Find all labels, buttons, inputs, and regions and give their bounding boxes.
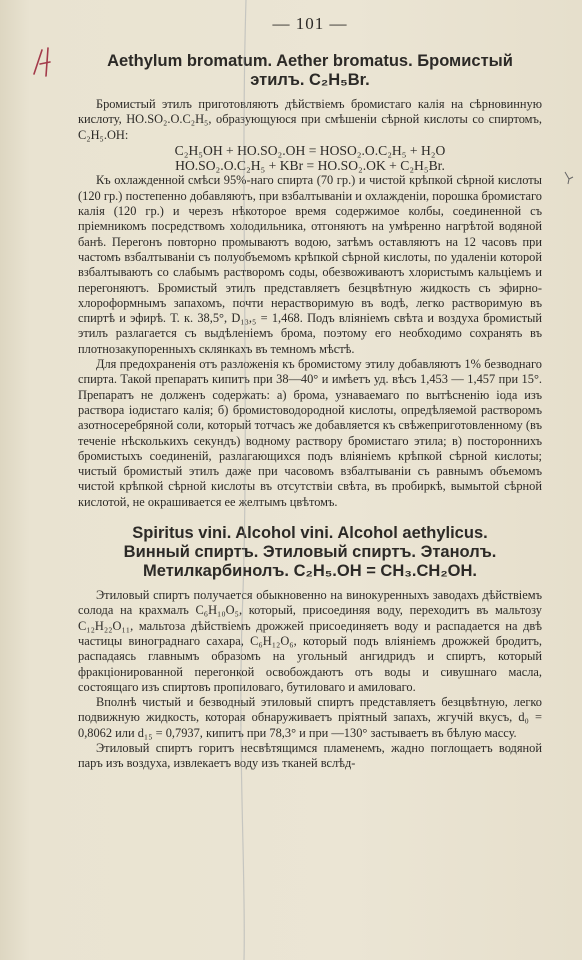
paragraph: Бромистый этилъ приготовляютъ дѣйствіемъ бромистаго калія на сѣрновинную кислоту, HO.SO₂.O.C₂H₅, образующуюся при смѣшеніи сѣрной кислоты со спиртомъ, C₂H₅.OH:	[78, 97, 542, 142]
paragraph: Къ охлажденной смѣси 95%-наго спирта (70 гр.) и чистой крѣпкой сѣрной кислоты (120 гр.) постепенно добавляютъ, при взбалтываніи и охлажденіи, порошка бромистаго калія (120 гр.) и черезъ нѣкоторое время содержимое колбы, соединенной съ пріемникомъ посредствомъ холодильника, отгоняютъ на умѣренно нагрѣтой водяной банѣ. Перегонъ повторно промываютъ водою, затѣмъ оставляютъ на 12 часовъ при частомъ взбалтываніи съ полуобъемомъ крѣпкой сѣрной кислоты, по удаленіи которой взбалтываютъ со слабымъ растворомъ соды, обезвоживаютъ хлористымъ кальціемъ и перегоняютъ. Бромистый этилъ представляетъ безцвѣтную жидкость съ эфирно-хлороформнымъ запахомъ, почти нерастворимую въ водѣ, легко растворимую въ спиртѣ и эфирѣ. Т. к. 38,5°, D₁₃,₅ = 1,468. Подъ вліяніемъ свѣта и воздуха бромистый этилъ разлагается съ выдѣленіемъ брома, поэтому его необходимо сохранять въ плотнозакупоренныхъ склянкахъ въ темномъ мѣстѣ.	[78, 173, 542, 356]
reaction-equations	[78, 143, 542, 174]
heading-line: Винный спиртъ. Этиловый спиртъ. Этанолъ.	[123, 543, 497, 562]
margin-mark-icon	[562, 170, 576, 186]
heading-line: Spiritus vini. Alcohol vini. Alcohol aethylicus.	[132, 524, 488, 543]
heading-line: Метилкарбинолъ. C₂H₅.OH = CH₃.CH₂OH.	[143, 562, 477, 581]
section-ethyl-bromide	[78, 52, 542, 510]
heading-line: Aethylum bromatum. Aether bromatus. Бромистый	[107, 52, 513, 70]
section-heading	[78, 52, 542, 90]
pencil-mark-icon	[30, 44, 60, 80]
paragraph: Вполнѣ чистый и безводный этиловый спиртъ представляетъ безцвѣтную, легко подвижную жидкость, которая обнаруживаетъ пріятный запахъ, жгучій вкусъ, d₀ = 0,8062 или d₁₅ = 0,7937, кипитъ при 78,3° и при —130° застываетъ въ бѣлую массу.	[78, 695, 542, 740]
section-body	[78, 97, 542, 510]
paragraph: Этиловый спиртъ горитъ несвѣтящимся пламенемъ, жадно поглощаетъ водяной паръ изъ воздуха, извлекаетъ воду изъ тканей вслѣд-	[78, 740, 542, 771]
section-ethyl-alcohol	[78, 524, 542, 772]
section-body	[78, 588, 542, 772]
paragraph: Для предохраненія отъ разложенія къ бромистому этилу добавляютъ 1% безводнаго спирта. Такой препаратъ кипитъ при 38—40° и имѣетъ уд. вѣсъ 1,453 — 1,457 при 15°. Препаратъ не долженъ содержать: а) брома, узнаваемаго по вытѣсненію іода изъ раствора іодистаго калія; б) бромистоводородной кислоты, опредѣляемой растворомъ азотносеребряной соли, который тотчасъ же добавляется къ свѣжеприготовленному (въ теченіе нѣсколькихъ секундъ) водному раствору бромистаго этила; в) постороннихъ бромистыхъ соединеній, разлагающихся подъ вліяніемъ крѣпкой сѣрной кислоты; чистый бромистый этилъ даже при часовомъ взбалтываніи съ равнымъ объемомъ чистой крѣпкой сѣрной кислоты въ отсутствіи свѣта, въ пробиркѣ, вымытой сѣрной кислотой, не окрашивается ее желтымъ цвѣтомъ.	[78, 357, 542, 509]
paragraph: Этиловый спиртъ получается обыкновенно на винокуренныхъ заводахъ дѣйствіемъ солода на крахмалъ C₆H₁₀O₅, который, присоединяя воду, переходитъ въ мальтозу C₁₂H₂₂O₁₁, мальтоза дѣйствіемъ дрожжей присоединяетъ воду и распадается на двѣ частицы винограднаго сахара, C₆H₁₂O₆, который подъ вліяніемъ дрожжей бродитъ, распадаясь главнымъ образомъ на угольный ангидридъ и спиртъ, который фракціонированной перегонкой освобождаютъ отъ воды и сивушнаго масла, состоящаго изъ спиртовъ пропиловаго, бутиловаго и амиловаго.	[78, 588, 542, 694]
page-crease-shadow	[232, 0, 258, 960]
equation: HO.SO₂.O.C₂H₅ + KBr = HO.SO₂.OK + C₂H₅Br.	[175, 158, 445, 174]
page-number: — 101 —	[272, 14, 348, 33]
equation: C₂H₅OH + HO.SO₂.OH = HOSO₂.O.C₂H₅ + H₂O	[174, 142, 446, 158]
section-heading	[78, 524, 542, 581]
heading-line: этилъ. C₂H₅Br.	[250, 71, 370, 89]
